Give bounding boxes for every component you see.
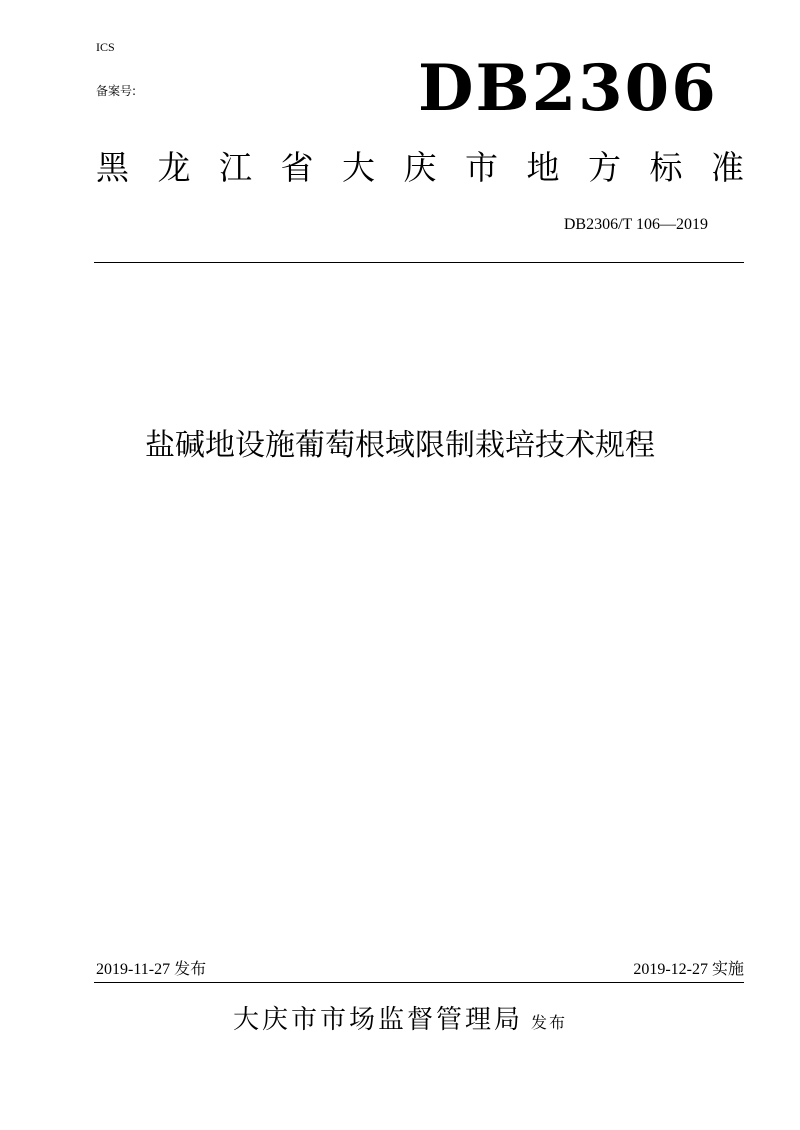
standard-category-char: 庆 [403, 148, 437, 187]
implementation-date: 2019-12-27 实施 [633, 961, 744, 978]
issuer-name: 大庆市市场监督管理局 [232, 1005, 523, 1035]
standard-category-char: 大 [342, 148, 375, 187]
standard-category-char: 市 [465, 148, 498, 187]
document-number: DB2306/T 106—2019 [563, 216, 708, 233]
standard-category-char: 黑 [96, 148, 129, 187]
standard-logo-code: DB2306 [418, 51, 718, 126]
standard-category-char: 龙 [157, 148, 191, 187]
issuer-suffix: 发布 [531, 1013, 568, 1032]
standard-category-char: 标 [649, 148, 683, 187]
standard-category-char: 方 [588, 148, 621, 187]
standard-category-char: 省 [280, 148, 314, 187]
bottom-divider [94, 982, 744, 983]
issuer-block [0, 1000, 800, 1043]
filing-number-label: 备案号: [96, 84, 137, 98]
top-divider [94, 262, 744, 263]
standard-category-char: 江 [219, 148, 252, 187]
document-title: 盐碱地设施葡萄根域限制栽培技术规程 [145, 428, 655, 463]
standard-category [96, 146, 744, 190]
issue-date: 2019-11-27 发布 [96, 961, 207, 978]
ics-label: ICS [96, 40, 115, 54]
standard-category-char: 准 [711, 148, 744, 187]
standard-category-char: 地 [526, 148, 560, 187]
